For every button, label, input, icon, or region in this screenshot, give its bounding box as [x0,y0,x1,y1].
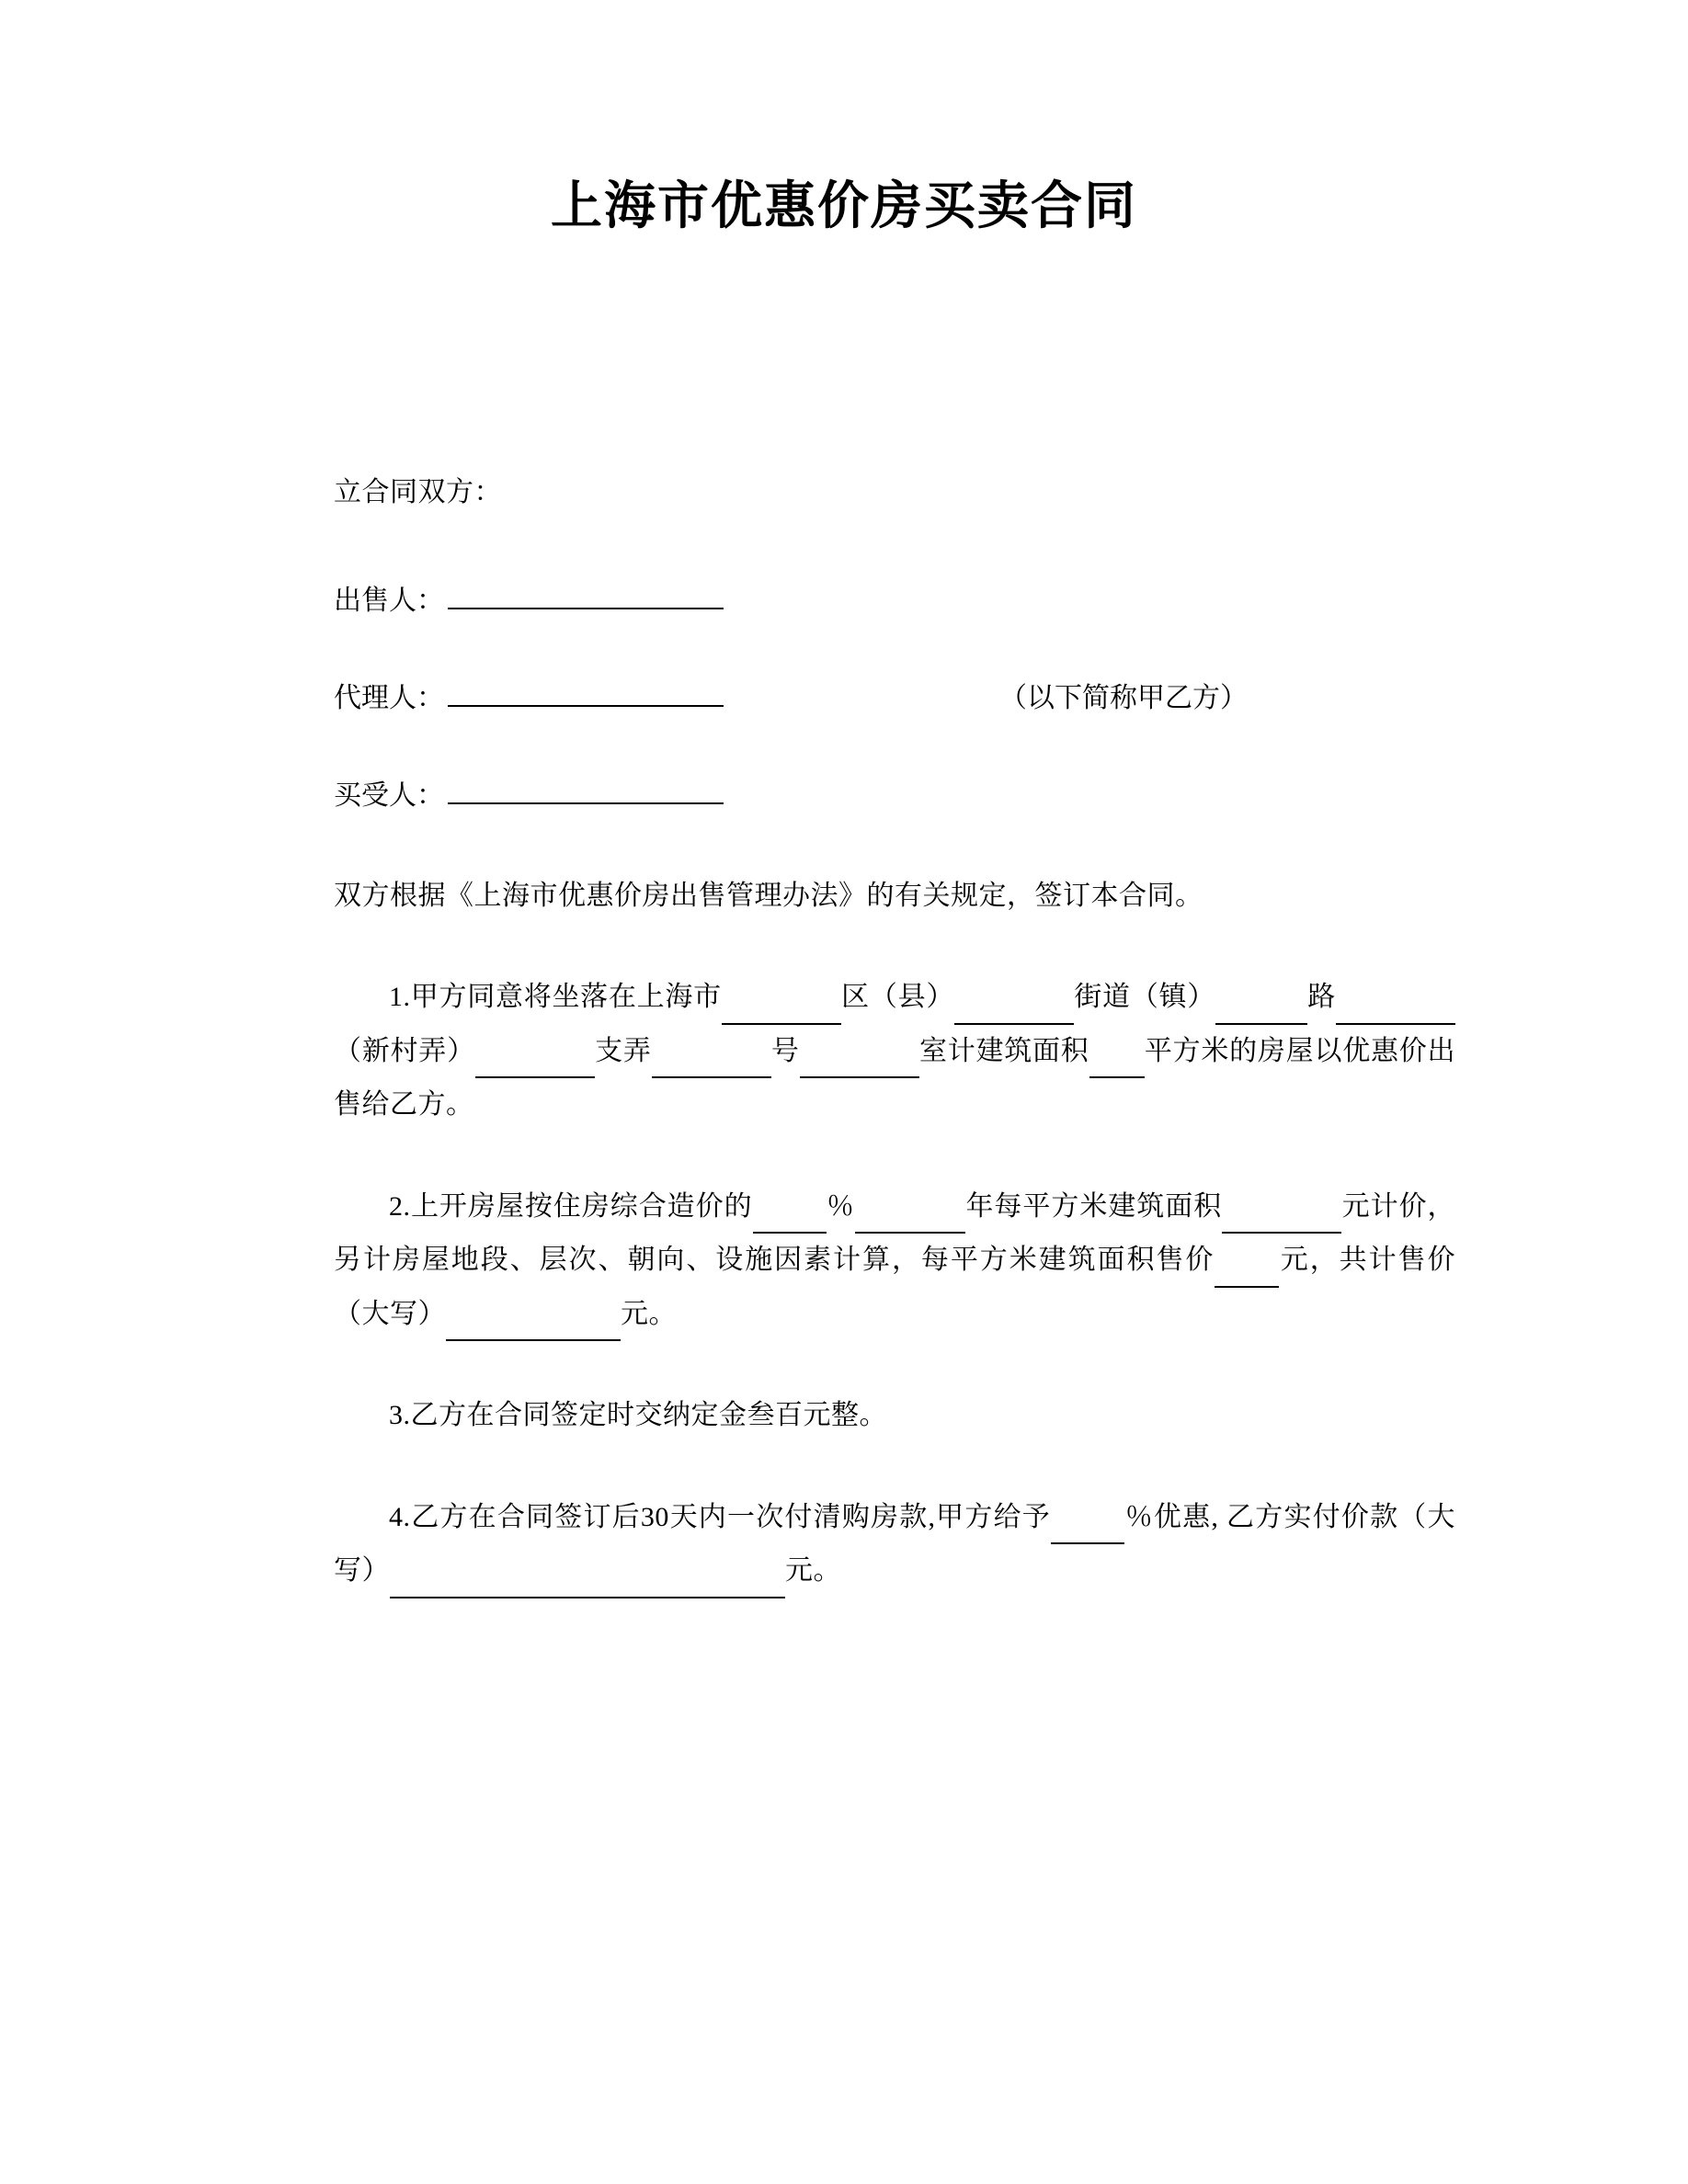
clause-2-seg-4: 元，共计售价（大写） [334,1245,1456,1329]
clause-4-number: 4. [389,1501,411,1532]
clause-1-seg-8: 平方米的房屋以优惠价出售给乙方。 [334,1035,1456,1120]
clause-1-blank-area[interactable] [1089,1040,1145,1079]
clause-2-blank-percent[interactable] [753,1195,827,1234]
clause-2-blank-sale-price[interactable] [1215,1248,1279,1288]
clause-1-blank-road[interactable] [1215,985,1307,1025]
document-body [223,236,1465,1598]
clause-1-number: 1. [389,982,411,1013]
buyer-label: 买受人： [334,779,444,811]
page-title: 上海市优惠价房买卖合同 [551,176,1137,234]
clause-3-text: 乙方在合同签定时交纳定金叁百元整。 [410,1400,887,1431]
agent-input-line[interactable] [448,705,724,707]
intro-label: 立合同双方： [334,477,502,508]
spacer [334,923,1455,971]
clause-4-seg-1: ％优惠, 乙方实付价款（大写） [334,1501,1455,1587]
spacer [334,1341,1455,1389]
clause-3 [334,1389,1455,1443]
clause-1-blank-sublane[interactable] [475,1040,595,1079]
clause-1-seg-4: （新村弄） [334,1035,475,1066]
spacer [334,1443,1455,1491]
spacer [334,813,1455,870]
clause-1-seg-6: 号 [770,1035,800,1066]
clause-2-seg-0: 上开房屋按住房综合造价的 [410,1190,753,1222]
clause-1-blank-room[interactable] [800,1040,919,1079]
clause-1-seg-1: 区（县） [840,982,955,1013]
clause-1-seg-2: 街道（镇） [1074,982,1216,1013]
spacer [334,715,1455,772]
clause-1-seg-0: 甲方同意将坐落在上海市 [410,982,722,1013]
spacer [334,618,1455,675]
clause-1-seg-7: 室计建筑面积 [918,1035,1089,1066]
clause-2-seg-3: 元计价，另计房屋地段、层次、朝向、设施因素计算，每平方米建筑面积售价 [334,1190,1456,1276]
party-row-buyer [334,772,1455,813]
party-row-seller [334,577,1455,618]
party-row-agent [334,675,1455,715]
clause-4 [334,1491,1455,1598]
clause-2-number: 2. [389,1190,411,1222]
clause-1 [334,971,1455,1132]
party-note: （以下简称甲乙方） [999,682,1248,713]
spacer [334,236,1455,466]
clause-4-blank-discount[interactable] [1051,1506,1124,1545]
clause-1-blank-lane[interactable] [1336,985,1455,1025]
preamble-text: 双方根据《上海市优惠价房出售管理办法》的有关规定，签订本合同。 [334,880,1203,911]
clause-2-blank-year[interactable] [855,1195,965,1234]
clause-2-blank-total[interactable] [446,1302,621,1342]
clause-1-blank-number[interactable] [652,1040,771,1079]
clause-4-seg-0: 乙方在合同签订后30天内一次付清购房款,甲方给予 [410,1501,1051,1532]
spacer [334,520,1455,577]
spacer [334,1132,1455,1180]
buyer-input-line[interactable] [448,802,724,804]
clause-1-seg-3: 路 [1307,982,1337,1013]
clause-3-number: 3. [389,1400,411,1431]
seller-label: 出售人： [334,585,444,616]
clause-2-seg-2: 年每平方米建筑面积 [965,1190,1223,1222]
agent-label: 代理人： [334,682,444,713]
clause-4-blank-amount[interactable] [390,1559,785,1598]
clause-1-blank-street[interactable] [954,985,1074,1025]
clause-2-seg-5: 元。 [621,1298,677,1329]
clause-4-seg-2: 元。 [785,1555,841,1587]
clause-1-seg-5: 支弄 [594,1035,652,1066]
clause-2 [334,1180,1455,1342]
clause-2-seg-1: ％ [826,1190,855,1222]
clause-1-blank-district[interactable] [722,985,841,1025]
clause-2-blank-unit-price[interactable] [1222,1195,1341,1234]
seller-input-line[interactable] [448,608,724,609]
